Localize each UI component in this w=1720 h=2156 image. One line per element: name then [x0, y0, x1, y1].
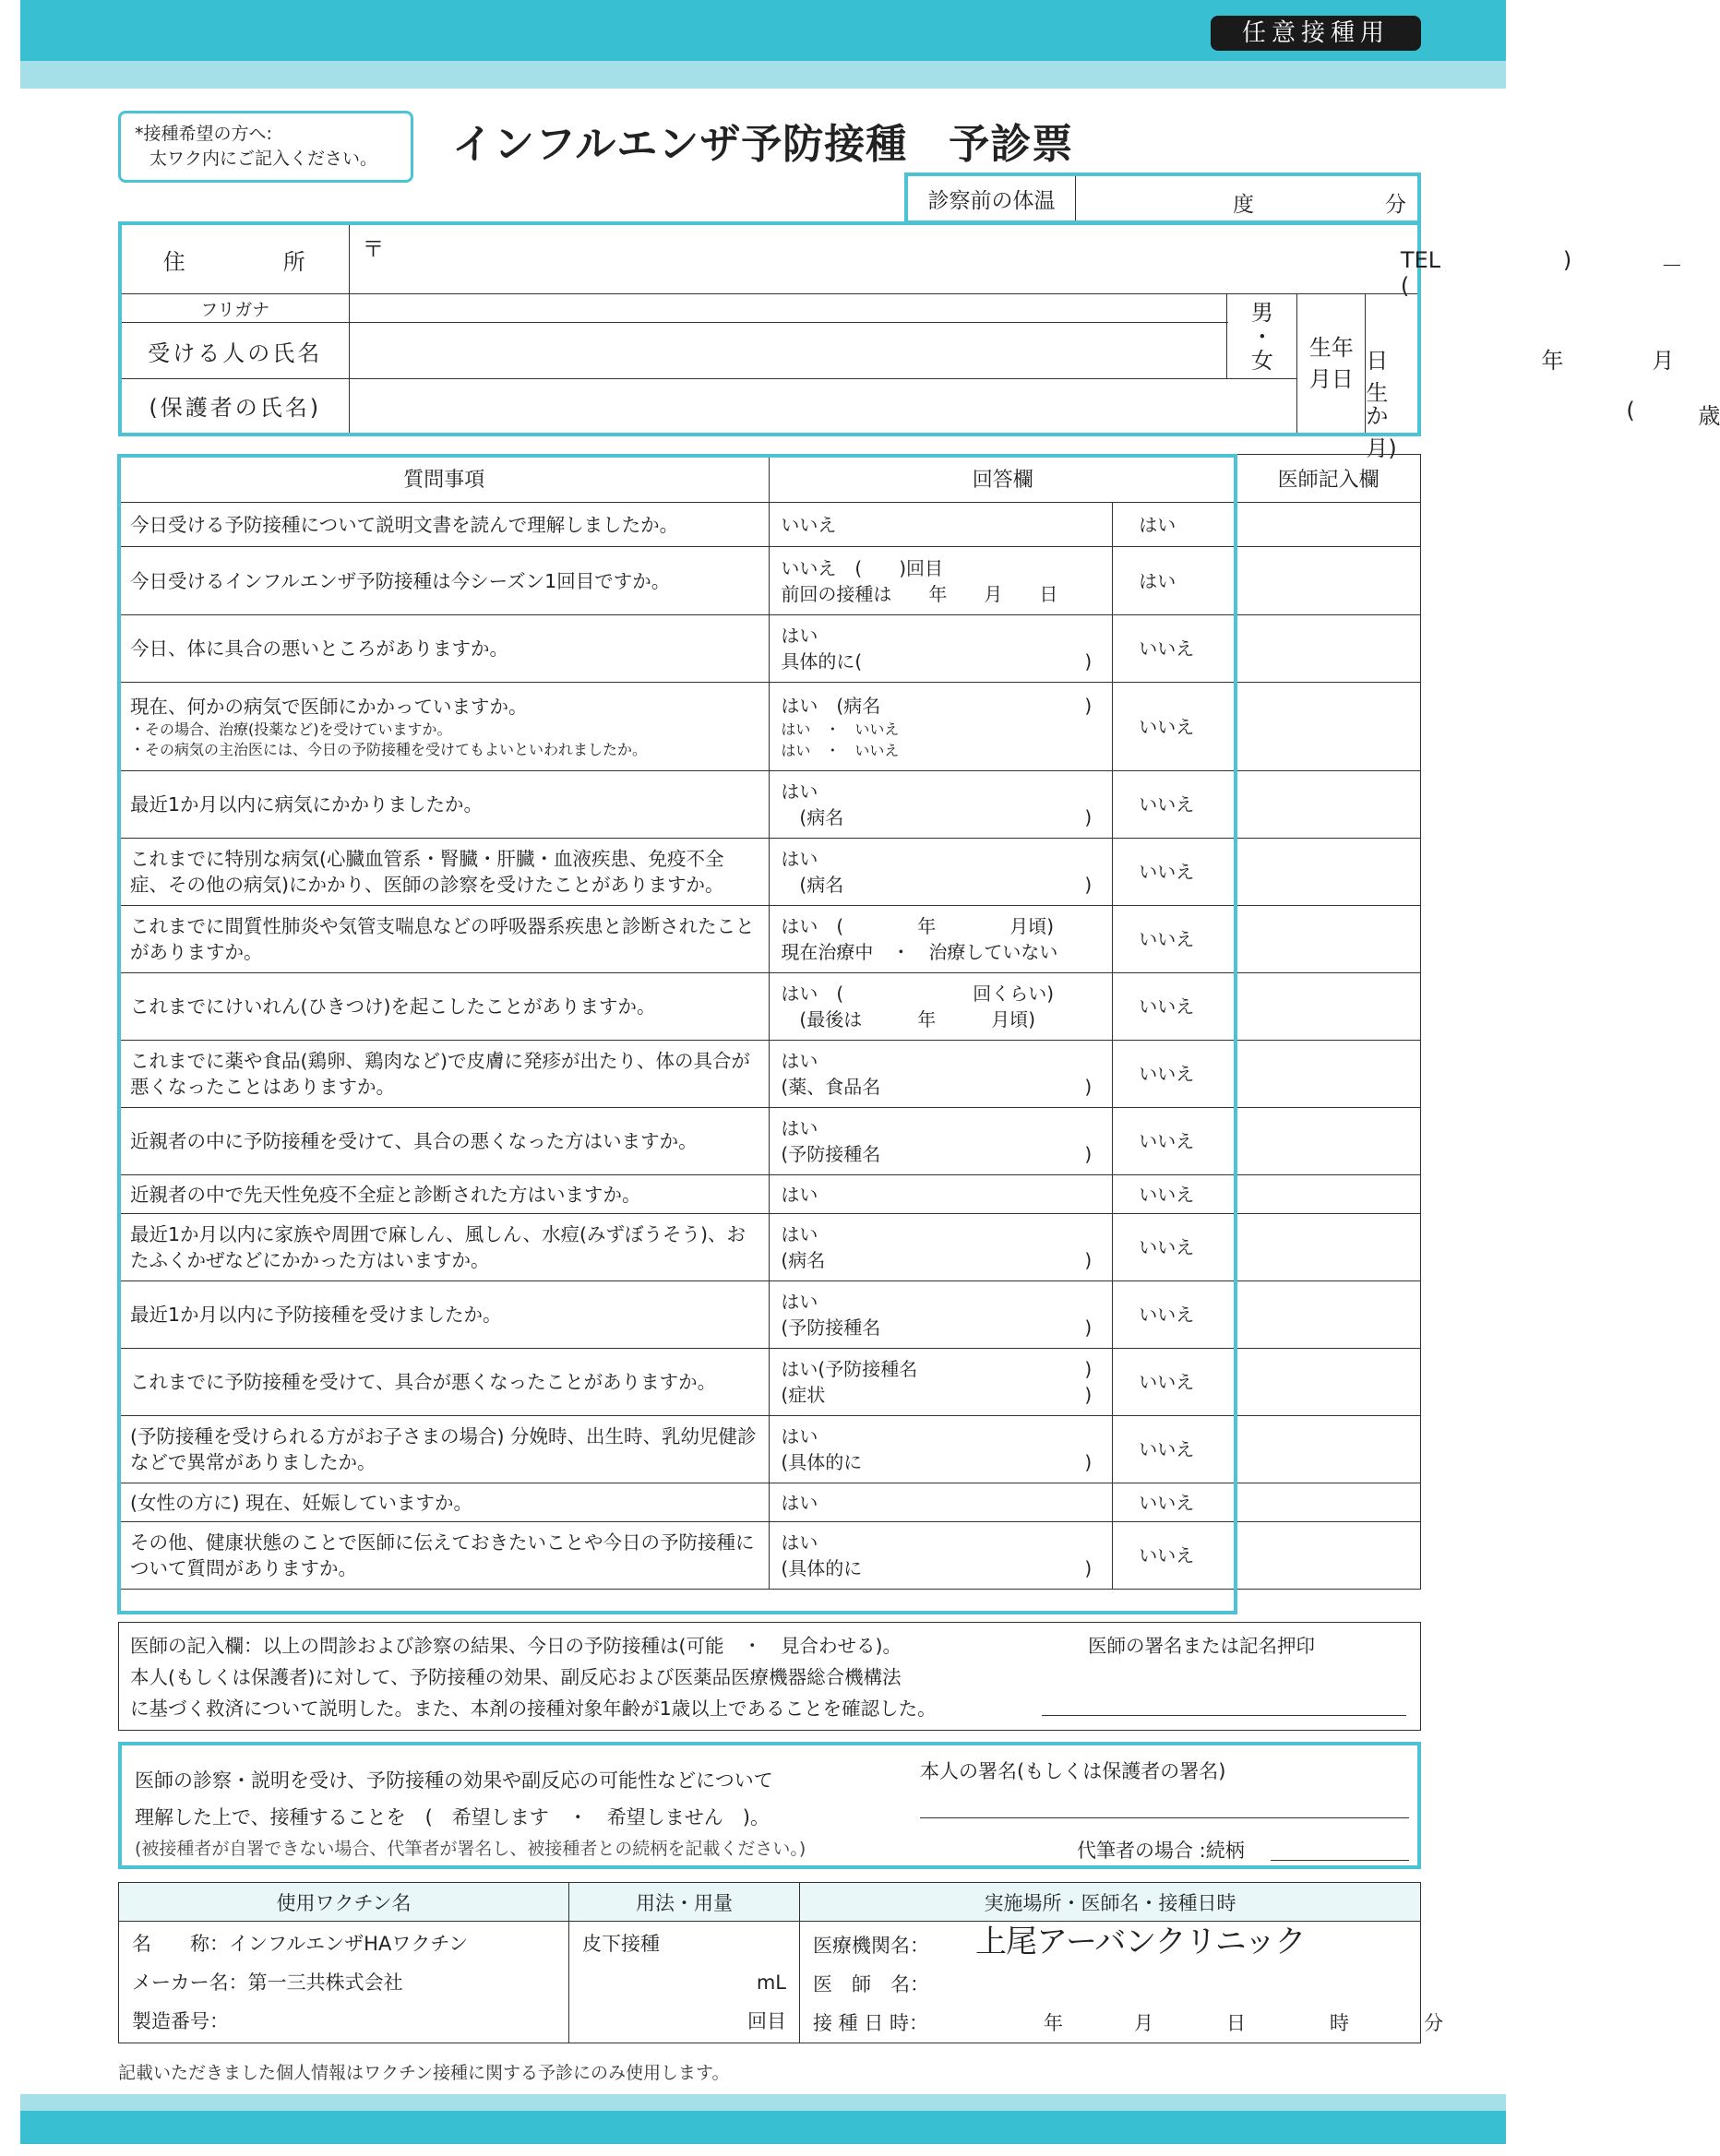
instruction-note	[118, 111, 413, 183]
answer-a-line1: はい	[781, 780, 818, 803]
lot-number[interactable]: 製造番号：	[132, 2009, 229, 2032]
date-day: 日	[1226, 2011, 1246, 2034]
date-hour: 時	[1330, 2011, 1349, 2034]
question-text	[119, 683, 770, 771]
furigana-field[interactable]	[349, 294, 1227, 323]
question-main: その他、健康状態のことで医師に伝えておきたいことや今日の予防接種について質問がありますか。	[130, 1531, 755, 1579]
question-text	[119, 1175, 770, 1214]
question-text	[119, 1416, 770, 1483]
dosage-header: 用法・用量	[569, 1883, 800, 1922]
answer-option-a[interactable]	[770, 1483, 1113, 1522]
dosage-info	[569, 1922, 800, 2043]
question-text	[119, 547, 770, 615]
privacy-footer: 記載いただきました個人情報はワクチン接種に関する予診にのみ使用します。	[118, 2063, 730, 2083]
answer-option-a[interactable]	[770, 1522, 1113, 1590]
question-text	[119, 1522, 770, 1590]
answer-a-line1: はい	[781, 1050, 818, 1072]
institution-label: 医療機関名：	[813, 1934, 929, 1957]
answer-option-b[interactable]: いいえ	[1113, 1483, 1236, 1522]
answer-option-a[interactable]	[770, 839, 1113, 906]
answer-a-line1: はい	[781, 1117, 818, 1139]
answer-option-b[interactable]: いいえ	[1113, 615, 1236, 683]
question-text	[119, 503, 770, 547]
question-text	[119, 1214, 770, 1281]
answer-option-b[interactable]: いいえ	[1113, 973, 1236, 1041]
consent-line3: (被接種者が自署できない場合、代筆者が署名し、被接種者との続柄を記載ください。)	[135, 1839, 806, 1859]
answer-option-b[interactable]: いいえ	[1113, 1214, 1236, 1281]
date-label: 接 種 日 時：	[813, 2011, 929, 2034]
answer-a-line2: (予防接種名 )	[781, 1316, 1093, 1339]
sex-field[interactable]: 男 ・ 女	[1227, 294, 1297, 379]
question-main: 近親者の中に予防接種を受けて、具合の悪くなった方はいますか。	[130, 1130, 698, 1152]
answer-a-line1: はい	[781, 1223, 818, 1245]
question-row	[119, 1214, 1421, 1281]
answer-a-line2: (最後は 年 月頃)	[781, 1008, 1036, 1030]
birth-year: 年	[1541, 348, 1564, 375]
doctor-note-cell[interactable]	[1236, 547, 1421, 615]
question-text	[119, 1483, 770, 1522]
birth-day: 日生	[1366, 348, 1389, 407]
answers-header: 回答欄	[770, 455, 1236, 503]
doctor-column-header: 医師記入欄	[1236, 455, 1421, 503]
doctor-note-cell[interactable]	[1236, 906, 1421, 973]
dose-times[interactable]: 回目	[747, 2009, 786, 2032]
answer-a-line2: (病名 )	[781, 874, 1093, 896]
doctor-name-label[interactable]: 医 師 名：	[813, 1972, 929, 1995]
answer-a-line2: 現在治療中 ・ 治療していない	[781, 941, 1058, 963]
consent-line2: 理解した上で、接種することを ( 希望します ・ 希望しません )。	[135, 1806, 770, 1828]
question-main: これまでにけいれん(ひきつけ)を起こしたことがありますか。	[130, 995, 656, 1018]
answer-option-a[interactable]	[770, 547, 1113, 615]
answer-option-b[interactable]: いいえ	[1113, 1522, 1236, 1590]
question-row	[119, 906, 1421, 973]
question-row	[119, 771, 1421, 839]
answer-option-b[interactable]: いいえ	[1113, 1349, 1236, 1416]
question-sub: ・その病気の主治医には、今日の予防接種を受けてもよいといわれましたか。	[130, 740, 648, 758]
doctor-line3: に基づく救済について説明した。また、本剤の接種対象年齢が1歳以上であることを確認した。	[130, 1697, 937, 1720]
address-field[interactable]	[349, 223, 1366, 294]
birth-label: 生年 月日	[1297, 294, 1366, 435]
questionnaire-table	[118, 454, 1421, 1590]
institution-value[interactable]: 上尾アーバンクリニック	[975, 1923, 1306, 1960]
answer-option-a[interactable]	[770, 906, 1113, 973]
answer-a-line2: (予防接種名 )	[781, 1143, 1093, 1165]
question-text	[119, 615, 770, 683]
question-text	[119, 906, 770, 973]
site-header: 実施場所・医師名・接種日時	[800, 1883, 1421, 1922]
doctor-sign-label: 医師の署名または記名押印	[1088, 1635, 1315, 1657]
birthdate-field[interactable]	[1366, 294, 1720, 462]
answer-option-b[interactable]: いいえ	[1113, 1041, 1236, 1108]
question-text	[119, 839, 770, 906]
answer-option-a[interactable]	[770, 973, 1113, 1041]
temp-label: 診察前の体温	[908, 176, 1076, 220]
doctor-note-cell[interactable]	[1236, 973, 1421, 1041]
tel-field[interactable]	[1366, 223, 1683, 299]
doctor-note-cell[interactable]	[1236, 1483, 1421, 1522]
doctor-note-cell[interactable]	[1236, 1349, 1421, 1416]
question-main: (女性の方に) 現在、妊娠していますか。	[130, 1491, 473, 1514]
answer-option-b[interactable]: いいえ	[1113, 839, 1236, 906]
answer-a-text: はい	[781, 1183, 818, 1206]
bottom-band-light	[20, 2094, 1506, 2111]
doctor-note-cell[interactable]	[1236, 1416, 1421, 1483]
question-main: 最近1か月以内に予防接種を受けましたか。	[130, 1304, 502, 1326]
question-row	[119, 1349, 1421, 1416]
answer-option-a[interactable]	[770, 683, 1113, 771]
date-row[interactable]	[813, 2004, 1443, 2043]
question-main: これまでに特別な病気(心臓血管系・腎臓・肝臓・血液疾患、免疫不全症、その他の病気)にかかり、医師の診察を受けたことがありますか。	[130, 848, 724, 896]
answer-a-line1: はい	[781, 625, 818, 647]
answer-a-line1: はい	[781, 1291, 818, 1313]
temperature-box	[904, 173, 1421, 224]
answer-option-a[interactable]	[770, 1175, 1113, 1214]
voluntary-badge: 任意接種用	[1211, 16, 1421, 51]
top-band-light	[20, 61, 1506, 89]
answer-option-a[interactable]	[770, 615, 1113, 683]
question-text	[119, 1041, 770, 1108]
tel-dash: －	[1660, 253, 1683, 279]
site-info	[800, 1922, 1443, 2043]
answer-a-line1: はい ( 回くらい)	[781, 983, 1055, 1005]
question-row	[119, 1041, 1421, 1108]
answer-a-line2: 前回の接種は 年 月 日	[781, 582, 1058, 605]
question-main: これまでに予防接種を受けて、具合が悪くなったことがありますか。	[130, 1371, 717, 1393]
answer-a-line1: はい	[781, 1531, 818, 1554]
temp-deg: 度	[1233, 193, 1254, 217]
answer-option-b[interactable]: いいえ	[1113, 1416, 1236, 1483]
answer-sub: はい ・ いいえ	[781, 741, 900, 759]
question-row	[119, 1522, 1421, 1590]
answer-option-a[interactable]	[770, 1281, 1113, 1349]
patient-sign-label: 本人の署名(もしくは保護者の署名)	[920, 1760, 1226, 1782]
question-row	[119, 1416, 1421, 1483]
answer-a-line2: (病名 )	[781, 806, 1093, 828]
questions-header: 質問事項	[119, 455, 770, 503]
answer-option-b[interactable]: いいえ	[1113, 1108, 1236, 1175]
answer-a-line2: (症状 )	[781, 1384, 1093, 1406]
answer-a-line2: 具体的に( )	[781, 650, 1093, 673]
question-main: 近親者の中で先天性免疫不全症と診断された方はいますか。	[130, 1183, 641, 1206]
date-month: 月	[1134, 2011, 1153, 2034]
answer-a-line2: (具体的に )	[781, 1557, 1093, 1579]
answer-a-line2: (病名 )	[781, 1249, 1093, 1271]
doctor-note-cell[interactable]	[1236, 771, 1421, 839]
question-row	[119, 1108, 1421, 1175]
doctor-entry-box	[118, 1622, 1421, 1731]
consent-line1: 医師の診察・説明を受け、予防接種の効果や副反応の可能性などについて	[135, 1769, 773, 1792]
age-years: 歳	[1698, 403, 1720, 430]
vaccine-name-header: 使用ワクチン名	[119, 1883, 569, 1922]
question-row	[119, 973, 1421, 1041]
answer-option-a[interactable]	[770, 1108, 1113, 1175]
answer-a-line2: (薬、食品名 )	[781, 1076, 1093, 1098]
answer-option-b[interactable]: はい	[1113, 503, 1236, 547]
answer-option-a[interactable]	[770, 771, 1113, 839]
postal-mark: 〒	[362, 236, 385, 262]
doctor-line1: 医師の記入欄：以上の問診および診察の結果、今日の予防接種は(可能 ・ 見合わせる)。	[130, 1635, 902, 1657]
vaccine-name: 名 称：インフルエンザHAワクチン	[132, 1932, 469, 1955]
answer-option-b[interactable]: いいえ	[1113, 906, 1236, 973]
doctor-note-cell[interactable]	[1236, 503, 1421, 547]
temp-min: 分	[1385, 193, 1406, 217]
temp-field[interactable]	[1076, 176, 1417, 220]
answer-option-a[interactable]	[770, 1349, 1113, 1416]
note-line2: 太ワク内にご記入ください。	[149, 149, 378, 169]
answer-option-b[interactable]: いいえ	[1113, 1281, 1236, 1349]
doctor-note-cell[interactable]	[1236, 1214, 1421, 1281]
answer-a-text: いいえ	[781, 513, 837, 536]
question-row	[119, 1281, 1421, 1349]
question-main: 最近1か月以内に家族や周囲で麻しん、風しん、水痘(みずぼうそう)、おたふくかぜなどにかかった方はいますか。	[130, 1223, 746, 1271]
question-main: 今日、体に具合の悪いところがありますか。	[130, 637, 508, 660]
question-row	[119, 839, 1421, 906]
question-sub: ・その場合、治療(投薬など)を受けていますか。	[130, 720, 452, 738]
address-label: 住 所	[120, 223, 349, 294]
proxy-line[interactable]	[1271, 1860, 1409, 1861]
birth-month: 月	[1652, 348, 1675, 375]
name-label: 受ける人の氏名	[120, 323, 349, 379]
note-line1: *接種希望の方へ:	[135, 124, 272, 144]
vaccine-info	[119, 1922, 569, 2043]
name-field[interactable]	[349, 323, 1227, 379]
answer-sub: はい ・ いいえ	[781, 720, 900, 738]
answer-a-line1: はい (病名 )	[781, 694, 1093, 717]
date-year: 年	[1044, 2011, 1063, 2034]
question-row	[119, 615, 1421, 683]
answer-option-a[interactable]	[770, 1214, 1113, 1281]
doctor-note-cell[interactable]	[1236, 1175, 1421, 1214]
question-main: これまでに薬や食品(鶏卵、鶏肉など)で皮膚に発疹が出たり、体の具合が悪くなったことはありますか。	[130, 1050, 750, 1098]
doctor-sign-line[interactable]	[1042, 1715, 1406, 1716]
personal-info-table	[118, 221, 1720, 462]
question-text	[119, 1349, 770, 1416]
answer-a-line1: はい(予防接種名 )	[781, 1358, 1093, 1380]
doctor-note-cell[interactable]	[1236, 1108, 1421, 1175]
answer-a-line1: はい	[781, 848, 818, 870]
furigana-label: フリガナ	[120, 294, 349, 323]
age-open: (	[1626, 398, 1635, 424]
answer-option-a[interactable]	[770, 503, 1113, 547]
proxy-label: 代筆者の場合 :続柄	[1077, 1840, 1245, 1862]
question-main: (予防接種を受けられる方がお子さまの場合) 分娩時、出生時、乳幼児健診などで異常がありましたか。	[130, 1425, 757, 1473]
answer-a-line1: はい	[781, 1425, 818, 1447]
question-main: 今日受けるインフルエンザ予防接種は今シーズン1回目ですか。	[130, 569, 671, 592]
answer-option-a[interactable]	[770, 1416, 1113, 1483]
question-main: 今日受ける予防接種について説明文書を読んで理解しましたか。	[130, 513, 679, 536]
date-minute: 分	[1424, 2011, 1443, 2034]
answer-option-b[interactable]: いいえ	[1113, 771, 1236, 839]
question-text	[119, 1281, 770, 1349]
question-row	[119, 683, 1421, 771]
answer-option-b[interactable]: はい	[1113, 547, 1236, 615]
guardian-field[interactable]	[349, 378, 1297, 435]
question-main: 最近1か月以内に病気にかかりましたか。	[130, 793, 484, 816]
answer-option-a[interactable]	[770, 1041, 1113, 1108]
question-row	[119, 1175, 1421, 1214]
doctor-note-cell[interactable]	[1236, 1281, 1421, 1349]
guardian-label: (保護者の氏名)	[120, 378, 349, 435]
tel-close: )	[1562, 247, 1572, 273]
doctor-note-cell[interactable]	[1236, 615, 1421, 683]
answer-option-b[interactable]: いいえ	[1113, 683, 1236, 771]
question-main: 現在、何かの病気で医師にかかっていますか。	[130, 695, 528, 718]
patient-sign-line[interactable]	[920, 1817, 1409, 1818]
vaccine-table	[118, 1882, 1443, 2043]
doctor-note-cell[interactable]	[1236, 683, 1421, 771]
answer-a-line1: はい ( 年 月頃)	[781, 915, 1055, 937]
question-row	[119, 503, 1421, 547]
question-text	[119, 771, 770, 839]
question-row	[119, 547, 1421, 615]
bottom-band	[20, 2111, 1506, 2144]
answer-a-line1: いいえ ( )回目	[781, 556, 944, 579]
age-months: か月)	[1366, 403, 1397, 462]
vaccine-maker: メーカー名：第一三共株式会社	[132, 1971, 403, 1994]
answer-a-text: はい	[781, 1491, 818, 1514]
question-text	[119, 1108, 770, 1175]
consent-box	[118, 1742, 1421, 1869]
route: 皮下接種	[582, 1932, 660, 1955]
answer-a-line2: (具体的に )	[781, 1451, 1093, 1473]
question-main: これまでに間質性肺炎や気管支喘息などの呼吸器系疾患と診断されたことがありますか。	[130, 915, 755, 963]
doctor-note-cell[interactable]	[1236, 1041, 1421, 1108]
page-title: インフルエンザ予防接種 予診票	[452, 121, 1074, 168]
question-row	[119, 1483, 1421, 1522]
tel-label: TEL (	[1400, 247, 1441, 299]
doctor-line2: 本人(もしくは保護者)に対して、予防接種の効果、副反応および医薬品医療機器総合機構法	[130, 1666, 902, 1688]
question-text	[119, 973, 770, 1041]
answer-option-b[interactable]: いいえ	[1113, 1175, 1236, 1214]
dose-ml[interactable]: mL	[756, 1971, 786, 1994]
doctor-note-cell[interactable]	[1236, 839, 1421, 906]
doctor-note-cell[interactable]	[1236, 1522, 1421, 1590]
